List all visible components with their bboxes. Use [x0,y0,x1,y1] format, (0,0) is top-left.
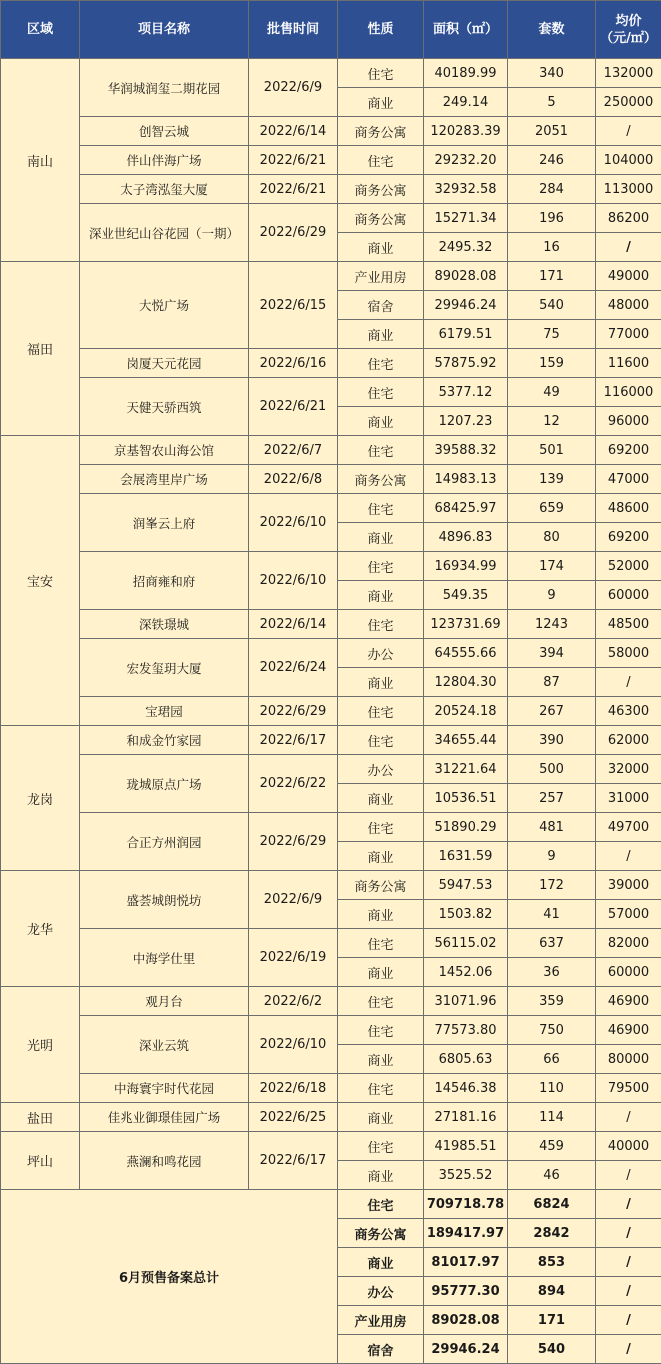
units-cell: 359 [508,987,596,1016]
units-cell: 459 [508,1132,596,1161]
district-cell: 宝安 [1,436,80,726]
units-cell: 284 [508,175,596,204]
project-name: 佳兆业御璟佳园广场 [80,1103,249,1132]
type-cell: 商业 [338,407,424,436]
total-units-cell: 6824 [508,1190,596,1219]
table-row [1,465,661,494]
units-cell: 390 [508,726,596,755]
district-cell: 光明 [1,987,80,1103]
units-cell: 66 [508,1045,596,1074]
price-cell: 69200 [596,436,661,465]
type-cell: 住宅 [338,987,424,1016]
area-cell: 10536.51 [424,784,508,813]
price-cell: 49000 [596,262,661,291]
price-cell: 79500 [596,1074,661,1103]
table-body [1,59,661,1364]
type-cell: 住宅 [338,59,424,88]
units-cell: 340 [508,59,596,88]
area-cell: 3525.52 [424,1161,508,1190]
area-cell: 29232.20 [424,146,508,175]
area-cell: 31071.96 [424,987,508,1016]
units-cell: 174 [508,552,596,581]
total-type-cell: 办公 [338,1277,424,1306]
district-cell: 盐田 [1,1103,80,1132]
total-type-cell: 商务公寓 [338,1219,424,1248]
area-cell: 41985.51 [424,1132,508,1161]
price-cell: 96000 [596,407,661,436]
area-cell: 1503.82 [424,900,508,929]
price-cell: / [596,842,661,871]
price-cell: 49700 [596,813,661,842]
table-row [1,1103,661,1132]
project-name: 宝珺园 [80,697,249,726]
total-area-cell: 89028.08 [424,1306,508,1335]
project-date: 2022/6/17 [249,1132,338,1190]
price-cell: 48600 [596,494,661,523]
project-date: 2022/6/21 [249,175,338,204]
project-name: 深业世纪山谷花园（一期） [80,204,249,262]
area-cell: 14546.38 [424,1074,508,1103]
area-cell: 249.14 [424,88,508,117]
area-cell: 4896.83 [424,523,508,552]
area-cell: 29946.24 [424,291,508,320]
total-price-cell: / [596,1248,661,1277]
project-name: 天健天骄西筑 [80,378,249,436]
project-date: 2022/6/22 [249,755,338,813]
price-cell: 57000 [596,900,661,929]
area-cell: 40189.99 [424,59,508,88]
total-price-cell: / [596,1277,661,1306]
price-cell: 60000 [596,581,661,610]
header-district: 区域 [1,1,80,59]
price-cell: 48500 [596,610,661,639]
units-cell: 246 [508,146,596,175]
total-price-cell: / [596,1219,661,1248]
price-cell: 48000 [596,291,661,320]
project-name: 深业云筑 [80,1016,249,1074]
project-date: 2022/6/7 [249,436,338,465]
table-row [1,59,661,88]
type-cell: 办公 [338,639,424,668]
total-area-cell: 29946.24 [424,1335,508,1364]
price-cell: 46300 [596,697,661,726]
total-area-cell: 709718.78 [424,1190,508,1219]
price-cell: / [596,1103,661,1132]
area-cell: 64555.66 [424,639,508,668]
area-cell: 39588.32 [424,436,508,465]
project-date: 2022/6/10 [249,552,338,610]
table-row [1,755,661,784]
project-date: 2022/6/8 [249,465,338,494]
units-cell: 659 [508,494,596,523]
total-type-cell: 住宅 [338,1190,424,1219]
project-name: 盛荟城朗悦坊 [80,871,249,929]
units-cell: 481 [508,813,596,842]
price-cell: 58000 [596,639,661,668]
type-cell: 商业 [338,320,424,349]
type-cell: 商业 [338,958,424,987]
area-cell: 2495.32 [424,233,508,262]
units-cell: 2051 [508,117,596,146]
project-name: 和成金竹家园 [80,726,249,755]
area-cell: 27181.16 [424,1103,508,1132]
project-date: 2022/6/16 [249,349,338,378]
total-area-cell: 81017.97 [424,1248,508,1277]
total-area-cell: 95777.30 [424,1277,508,1306]
project-name: 深铁璟城 [80,610,249,639]
area-cell: 16934.99 [424,552,508,581]
type-cell: 商业 [338,1103,424,1132]
project-name: 太子湾泓玺大厦 [80,175,249,204]
units-cell: 172 [508,871,596,900]
price-cell: 82000 [596,929,661,958]
table-row [1,1016,661,1045]
units-cell: 75 [508,320,596,349]
units-cell: 114 [508,1103,596,1132]
table-row [1,929,661,958]
project-name: 珑城原点广场 [80,755,249,813]
table-row [1,610,661,639]
table-row [1,204,661,233]
project-name: 燕澜和鸣花园 [80,1132,249,1190]
type-cell: 住宅 [338,378,424,407]
area-cell: 549.35 [424,581,508,610]
district-cell: 南山 [1,59,80,262]
area-cell: 12804.30 [424,668,508,697]
price-cell: / [596,1161,661,1190]
project-name: 观月台 [80,987,249,1016]
units-cell: 501 [508,436,596,465]
area-cell: 56115.02 [424,929,508,958]
project-date: 2022/6/21 [249,378,338,436]
project-date: 2022/6/14 [249,117,338,146]
total-area-cell: 189417.97 [424,1219,508,1248]
header-area: 面积（㎡） [424,1,508,59]
price-cell: / [596,668,661,697]
units-cell: 16 [508,233,596,262]
area-cell: 51890.29 [424,813,508,842]
units-cell: 159 [508,349,596,378]
type-cell: 宿舍 [338,291,424,320]
type-cell: 商业 [338,88,424,117]
table-row [1,987,661,1016]
table-row [1,1132,661,1161]
price-cell: 250000 [596,88,661,117]
project-date: 2022/6/10 [249,1016,338,1074]
units-cell: 49 [508,378,596,407]
area-cell: 77573.80 [424,1016,508,1045]
type-cell: 住宅 [338,146,424,175]
header-project: 项目名称 [80,1,249,59]
area-cell: 123731.69 [424,610,508,639]
units-cell: 87 [508,668,596,697]
units-cell: 257 [508,784,596,813]
table-row [1,175,661,204]
units-cell: 1243 [508,610,596,639]
header-price [596,1,661,59]
price-cell: 47000 [596,465,661,494]
table-row [1,871,661,900]
table-row [1,378,661,407]
total-row [1,1190,661,1219]
project-date: 2022/6/25 [249,1103,338,1132]
project-date: 2022/6/14 [249,610,338,639]
project-date: 2022/6/21 [249,146,338,175]
units-cell: 139 [508,465,596,494]
district-cell: 坪山 [1,1132,80,1190]
area-cell: 6179.51 [424,320,508,349]
price-cell: 40000 [596,1132,661,1161]
table-row [1,813,661,842]
table-row [1,436,661,465]
type-cell: 住宅 [338,552,424,581]
units-cell: 750 [508,1016,596,1045]
units-cell: 12 [508,407,596,436]
type-cell: 商业 [338,523,424,552]
header-units: 套数 [508,1,596,59]
type-cell: 商业 [338,1161,424,1190]
table-row [1,1074,661,1103]
total-price-cell: / [596,1306,661,1335]
area-cell: 14983.13 [424,465,508,494]
project-name: 招商雍和府 [80,552,249,610]
price-cell: 46900 [596,1016,661,1045]
project-date: 2022/6/24 [249,639,338,697]
price-cell: 86200 [596,204,661,233]
table-row [1,262,661,291]
area-cell: 34655.44 [424,726,508,755]
area-cell: 1631.59 [424,842,508,871]
type-cell: 产业用房 [338,262,424,291]
area-cell: 31221.64 [424,755,508,784]
type-cell: 商业 [338,900,424,929]
table-header [1,1,661,59]
project-date: 2022/6/15 [249,262,338,349]
price-cell: 60000 [596,958,661,987]
type-cell: 商业 [338,784,424,813]
units-cell: 9 [508,842,596,871]
area-cell: 68425.97 [424,494,508,523]
table-row [1,146,661,175]
units-cell: 110 [508,1074,596,1103]
table-row [1,552,661,581]
header-price-title: 均价 [615,13,642,29]
area-cell: 1452.06 [424,958,508,987]
price-cell: 52000 [596,552,661,581]
units-cell: 540 [508,291,596,320]
project-date: 2022/6/18 [249,1074,338,1103]
type-cell: 商业 [338,581,424,610]
price-cell: 62000 [596,726,661,755]
table-row [1,117,661,146]
price-cell: 80000 [596,1045,661,1074]
project-date: 2022/6/29 [249,204,338,262]
units-cell: 41 [508,900,596,929]
header-date: 批售时间 [249,1,338,59]
project-name: 合正方州润园 [80,813,249,871]
type-cell: 商务公寓 [338,871,424,900]
table-row [1,639,661,668]
area-cell: 20524.18 [424,697,508,726]
type-cell: 商业 [338,1045,424,1074]
price-cell: 46900 [596,987,661,1016]
total-units-cell: 853 [508,1248,596,1277]
type-cell: 办公 [338,755,424,784]
total-price-cell: / [596,1190,661,1219]
project-name: 京基智农山海公馆 [80,436,249,465]
total-units-cell: 894 [508,1277,596,1306]
district-cell: 龙华 [1,871,80,987]
units-cell: 46 [508,1161,596,1190]
project-date: 2022/6/10 [249,494,338,552]
units-cell: 171 [508,262,596,291]
units-cell: 267 [508,697,596,726]
price-cell: 69200 [596,523,661,552]
units-cell: 9 [508,581,596,610]
table-row [1,494,661,523]
total-units-cell: 2842 [508,1219,596,1248]
units-cell: 80 [508,523,596,552]
area-cell: 1207.23 [424,407,508,436]
area-cell: 32932.58 [424,175,508,204]
project-name: 大悦广场 [80,262,249,349]
type-cell: 住宅 [338,1132,424,1161]
price-cell: 32000 [596,755,661,784]
project-date: 2022/6/29 [249,697,338,726]
area-cell: 89028.08 [424,262,508,291]
area-cell: 57875.92 [424,349,508,378]
price-cell: 31000 [596,784,661,813]
price-cell: 116000 [596,378,661,407]
project-date: 2022/6/19 [249,929,338,987]
header-price-unit: （元/㎡） [600,30,657,46]
units-cell: 500 [508,755,596,784]
type-cell: 住宅 [338,697,424,726]
total-type-cell: 产业用房 [338,1306,424,1335]
type-cell: 住宅 [338,726,424,755]
price-cell: 113000 [596,175,661,204]
table-row [1,726,661,755]
type-cell: 商务公寓 [338,117,424,146]
total-type-cell: 宿舍 [338,1335,424,1364]
type-cell: 商务公寓 [338,175,424,204]
type-cell: 住宅 [338,1074,424,1103]
project-date: 2022/6/2 [249,987,338,1016]
area-cell: 6805.63 [424,1045,508,1074]
project-name: 岗厦天元花园 [80,349,249,378]
units-cell: 36 [508,958,596,987]
units-cell: 637 [508,929,596,958]
project-name: 华润城润玺二期花园 [80,59,249,117]
type-cell: 商务公寓 [338,465,424,494]
total-price-cell: / [596,1335,661,1364]
price-cell: 39000 [596,871,661,900]
type-cell: 商业 [338,233,424,262]
total-units-cell: 171 [508,1306,596,1335]
total-type-cell: 商业 [338,1248,424,1277]
total-label: 6月预售备案总计 [1,1190,338,1364]
project-date: 2022/6/29 [249,813,338,871]
type-cell: 住宅 [338,349,424,378]
units-cell: 394 [508,639,596,668]
type-cell: 住宅 [338,436,424,465]
type-cell: 住宅 [338,813,424,842]
project-date: 2022/6/17 [249,726,338,755]
table-row [1,697,661,726]
project-name: 创智云城 [80,117,249,146]
price-cell: 11600 [596,349,661,378]
type-cell: 商务公寓 [338,204,424,233]
area-cell: 120283.39 [424,117,508,146]
area-cell: 5947.53 [424,871,508,900]
type-cell: 住宅 [338,494,424,523]
project-name: 中海寰宇时代花园 [80,1074,249,1103]
project-name: 伴山伴海广场 [80,146,249,175]
price-cell: 132000 [596,59,661,88]
type-cell: 住宅 [338,929,424,958]
project-date: 2022/6/9 [249,871,338,929]
type-cell: 住宅 [338,610,424,639]
total-units-cell: 540 [508,1335,596,1364]
type-cell: 商业 [338,668,424,697]
header-type: 性质 [338,1,424,59]
project-name: 润峯云上府 [80,494,249,552]
district-cell: 龙岗 [1,726,80,871]
area-cell: 15271.34 [424,204,508,233]
price-cell: / [596,117,661,146]
price-cell: / [596,233,661,262]
project-name: 会展湾里岸广场 [80,465,249,494]
price-cell: 104000 [596,146,661,175]
district-cell: 福田 [1,262,80,436]
table-row [1,349,661,378]
project-name: 宏发玺玥大厦 [80,639,249,697]
area-cell: 5377.12 [424,378,508,407]
units-cell: 196 [508,204,596,233]
units-cell: 5 [508,88,596,117]
project-name: 中海学仕里 [80,929,249,987]
type-cell: 商业 [338,842,424,871]
type-cell: 住宅 [338,1016,424,1045]
project-date: 2022/6/9 [249,59,338,117]
price-cell: 77000 [596,320,661,349]
